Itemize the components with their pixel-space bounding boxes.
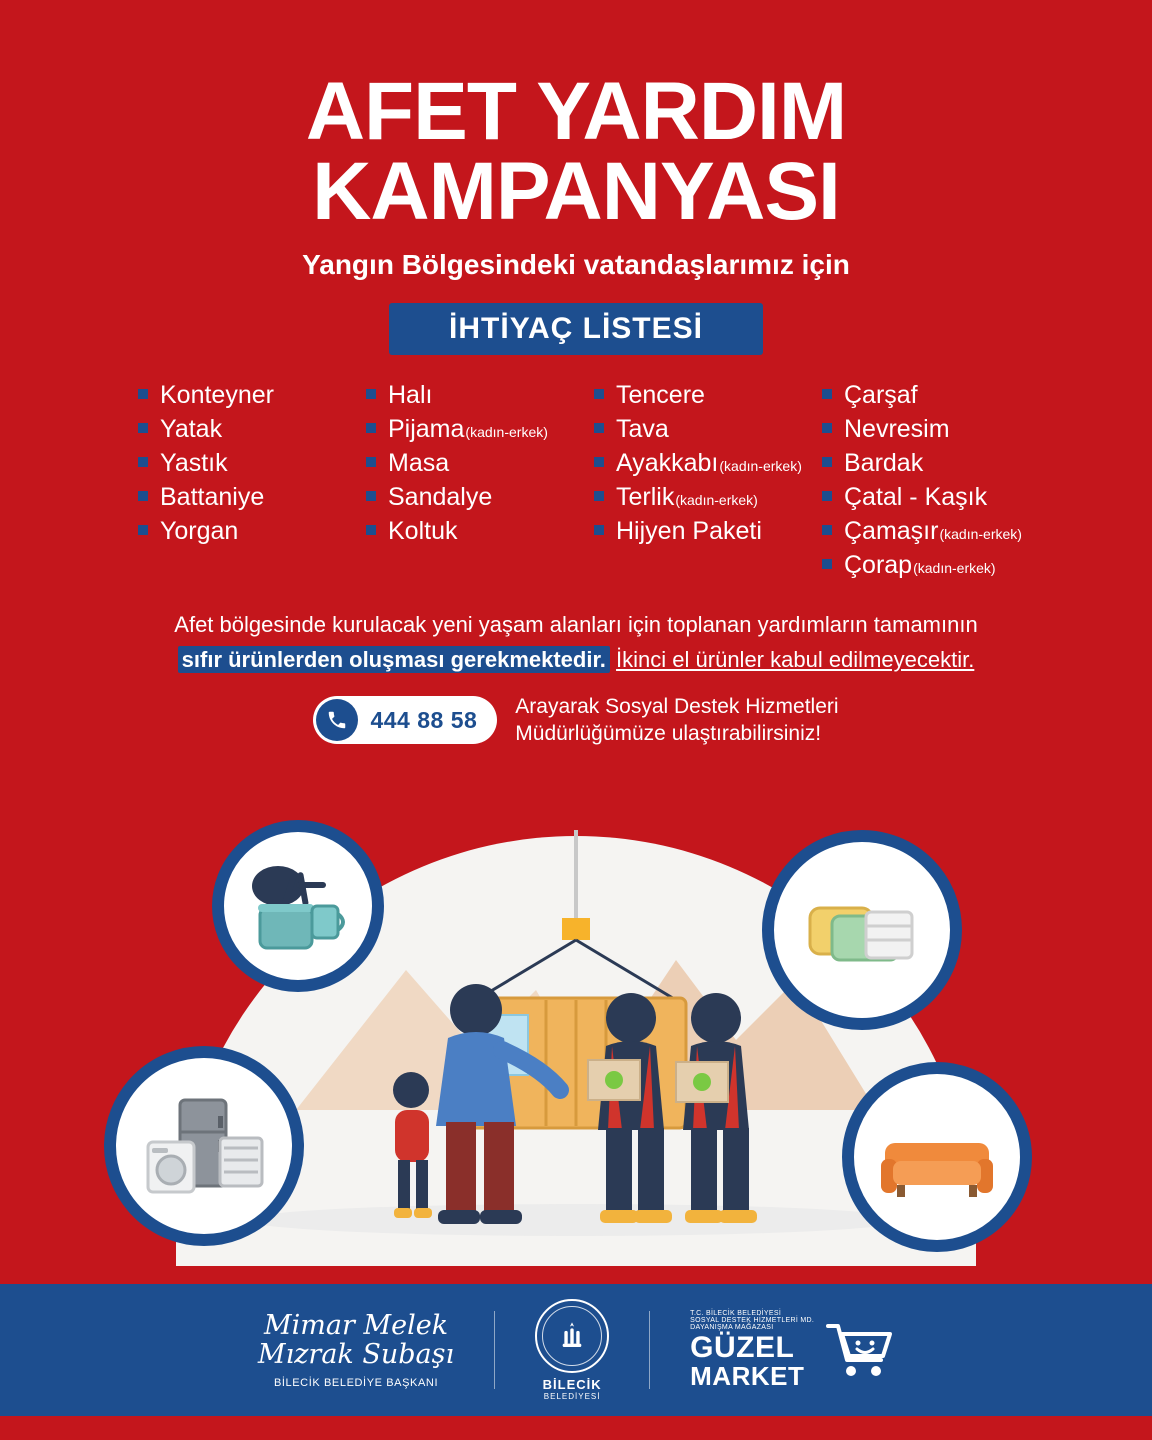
sofa-icon [842, 1062, 1032, 1252]
municipality-sub: BELEDİYESİ [543, 1392, 601, 1401]
contact-instructions [515, 693, 838, 748]
page-subtitle: Yangın Bölgesindeki vatandaşlarımız için [302, 248, 850, 280]
list-item-label: Ayakkabı [616, 448, 719, 477]
square-bullet-icon [822, 491, 832, 501]
market-small-line2: SOSYAL DESTEK HİZMETLERİ MD. [690, 1316, 815, 1324]
list-item [138, 481, 348, 513]
list-item [366, 379, 576, 411]
mayor-role: BİLECİK BELEDİYE BAŞKANI [273, 1377, 439, 1390]
square-bullet-icon [366, 423, 376, 433]
list-item-label: Bardak [844, 448, 924, 477]
list-item [822, 481, 1032, 513]
list-item [594, 515, 804, 547]
square-bullet-icon [594, 457, 604, 467]
notice-underline: İkinci el ürünler kabul edilmeyecektir. [616, 646, 975, 672]
municipality-seal-inner [542, 1306, 602, 1366]
phone-button[interactable] [313, 696, 497, 744]
footer-divider-2 [649, 1311, 650, 1389]
shopping-cart-icon [824, 1320, 894, 1380]
phone-number: 444 88 58 [370, 706, 478, 733]
footer-divider [494, 1311, 495, 1389]
bedding-icon [762, 830, 962, 1030]
square-bullet-icon [366, 389, 376, 399]
list-item-label: Terlik [616, 482, 675, 511]
list-item-label: Tava [616, 414, 669, 443]
list-item-label: Tencere [616, 380, 705, 409]
list-item-label: Nevresim [844, 414, 950, 443]
square-bullet-icon [138, 389, 148, 399]
market-logo [690, 1310, 894, 1391]
appliances-icon [104, 1046, 304, 1246]
list-item-label: Sandalye [388, 482, 493, 511]
contact-instructions-line1: Arayarak Sosyal Destek Hizmetleri [515, 695, 839, 719]
list-item [822, 549, 1032, 581]
footer-bottom-strip [0, 1416, 1152, 1440]
market-small-line1: T.C. BİLECİK BELEDİYESİ [690, 1309, 782, 1317]
list-item [594, 481, 804, 513]
list-item-label: Yatak [160, 414, 223, 443]
market-name-line2: MARKET [690, 1361, 805, 1392]
list-item [594, 413, 804, 445]
square-bullet-icon [138, 491, 148, 501]
list-item [366, 447, 576, 479]
contact-instructions-line2: Müdürlüğümüze ulaştırabilirsiniz! [515, 722, 822, 746]
page-title-line1: AFET YARDIM [305, 66, 847, 157]
list-item [822, 515, 1032, 547]
list-item-label: Yastık [160, 448, 228, 477]
square-bullet-icon [822, 559, 832, 569]
list-item-label: Koltuk [388, 516, 458, 545]
mayor-signature [258, 1311, 454, 1389]
footer [0, 1284, 1152, 1416]
square-bullet-icon [822, 389, 832, 399]
needs-column-1 [120, 379, 348, 583]
needs-list-banner: İHTİYAÇ LİSTESİ [389, 303, 763, 355]
list-item [822, 413, 1032, 445]
list-item-label: Battaniye [160, 482, 265, 511]
list-item-label: Pijama [388, 414, 465, 443]
mayor-name-line2: Mızrak Subaşı [257, 1339, 455, 1371]
notice-part1: Afet bölgesinde kurulacak yeni yaşam alanları için toplanan yardımların tamamının [174, 611, 978, 637]
list-item [366, 413, 576, 445]
square-bullet-icon [822, 423, 832, 433]
needs-column-3 [576, 379, 804, 583]
square-bullet-icon [594, 423, 604, 433]
list-item-label: Hijyen Paketi [616, 516, 762, 545]
list-item [138, 447, 348, 479]
square-bullet-icon [138, 525, 148, 535]
list-item-note: (kadın-erkek) [913, 559, 996, 576]
square-bullet-icon [594, 491, 604, 501]
list-item [138, 413, 348, 445]
list-item-label: Halı [388, 380, 433, 409]
list-item-label: Çatal - Kaşık [844, 482, 988, 511]
list-item-label: Masa [388, 448, 450, 477]
municipality-logo [535, 1299, 609, 1401]
square-bullet-icon [138, 423, 148, 433]
municipality-seal-icon [535, 1299, 609, 1373]
market-text [690, 1310, 814, 1391]
needs-column-4 [804, 379, 1032, 583]
list-item [366, 481, 576, 513]
list-item [594, 379, 804, 411]
square-bullet-icon [822, 525, 832, 535]
list-item [138, 515, 348, 547]
notice-text [0, 609, 1152, 675]
page-title-line2: KAMPANYASI [312, 146, 840, 238]
square-bullet-icon [366, 525, 376, 535]
contact-row [0, 693, 1152, 748]
poster-header [0, 0, 1152, 281]
list-item-note: (kadın-erkek) [675, 491, 758, 508]
square-bullet-icon [594, 525, 604, 535]
list-item [822, 379, 1032, 411]
square-bullet-icon [366, 491, 376, 501]
list-item-note: (kadın-erkek) [465, 423, 548, 440]
list-item-label: Çamaşır [844, 516, 939, 545]
list-item [594, 447, 804, 479]
list-item-label: Yorgan [160, 516, 239, 545]
kitchenware-icon [212, 820, 384, 992]
list-item-note: (kadın-erkek) [939, 525, 1022, 542]
square-bullet-icon [366, 457, 376, 467]
square-bullet-icon [594, 389, 604, 399]
illustration [0, 800, 1152, 1280]
municipality-name: BİLECİK [542, 1377, 602, 1392]
list-item [822, 447, 1032, 479]
list-item-label: Konteyner [160, 380, 274, 409]
mayor-name-line1: Mimar Melek [263, 1309, 449, 1341]
phone-icon [316, 699, 358, 741]
market-name-line1: GÜZEL [690, 1330, 795, 1364]
square-bullet-icon [822, 457, 832, 467]
list-item-note: (kadın-erkek) [719, 457, 802, 474]
notice-highlight: sıfır ürünlerden oluşması gerekmektedir. [178, 646, 610, 673]
needs-list [0, 379, 1152, 583]
needs-list-banner-wrap [0, 303, 1152, 355]
list-item-label: Çorap [844, 550, 913, 579]
list-item [138, 379, 348, 411]
square-bullet-icon [138, 457, 148, 467]
list-item [366, 515, 576, 547]
market-small-line3: DAYANIŞMA MAĞAZASI [690, 1324, 774, 1332]
needs-column-2 [348, 379, 576, 583]
list-item-label: Çarşaf [844, 380, 918, 409]
